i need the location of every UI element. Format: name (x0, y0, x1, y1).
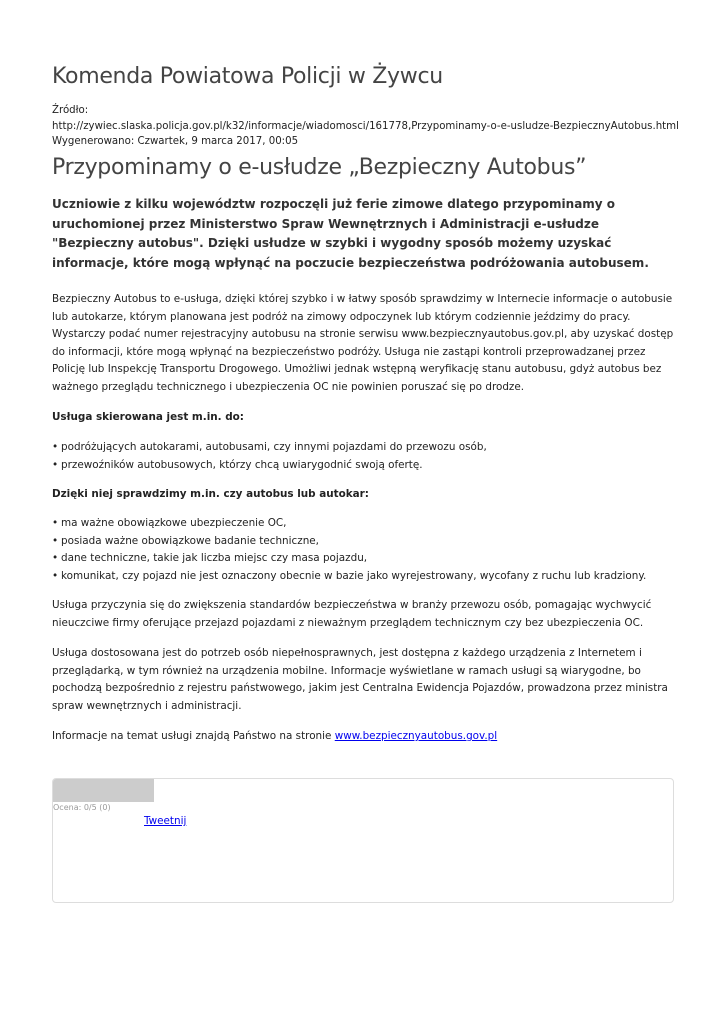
article-paragraph-link (52, 728, 674, 746)
article-paragraph: Bezpieczny Autobus to e-usługa, dzięki której szybko i w łatwy sposób sprawdzimy w Internecie informacje o autobusie lub autokarze, którym planowana jest podróż na zimowy odpoczynek lub którym codziennie jeździmy do pracy. Wystarczy podać numer rejestracyjny autobusu na stronie serwisu www.bezpiecznyautobus.gov.pl, aby uzyskać dostęp do informacji, które mogą wpłynąć na bezpieczeństwo podróży. Usługa nie zastąpi kontroli przeprowadzanej przez Policję lub Inspekcję Transportu Drogowego. Umożliwi jednak wstępną weryfikację stanu autobusu, gdyż autobus bez ważnego przeglądu technicznego i ubezpieczenia OC nie powinien poruszać się po drodze. (52, 293, 674, 393)
site-title: Komenda Powiatowa Policji w Żywcu (52, 64, 443, 89)
list-item: • ma ważne obowiązkowe ubezpieczenie OC, (52, 515, 674, 533)
target-list (52, 439, 674, 474)
rating-panel (52, 778, 674, 903)
rating-label: Ocena: 0/5 (0) (53, 803, 111, 812)
list-item: • dane techniczne, takie jak liczba miejsc czy masa pojazdu, (52, 550, 674, 568)
tweet-link[interactable]: Tweetnij (144, 815, 187, 827)
generated-date: Wygenerowano: Czwartek, 9 marca 2017, 00:05 (52, 136, 299, 147)
bezpiecznyautobus-link[interactable]: www.bezpiecznyautobus.gov.pl (334, 730, 498, 742)
article-lead: Uczniowie z kilku województw rozpoczęli już ferie zimowe dlatego przypominamy o uruchomionej przez Ministerstwo Spraw Wewnętrznych i Administracji e-usłudze "Bezpieczny autobus". Dzięki usłudze w szybki i wygodny sposób możemy uzyskać informacje, które mogą wpłynąć na poczucie bezpieczeństwa podróżowania autobusem. (52, 197, 649, 270)
info-text: Informacje na temat usługi znajdą Państwo na stronie (52, 730, 332, 742)
list-item: • podróżujących autokarami, autobusami, czy innymi pojazdami do przewozu osób, (52, 439, 674, 457)
source-url: http://zywiec.slaska.policja.gov.pl/k32/informacje/wiadomosci/161778,Przypominamy-o-e-usludze-BezpiecznyAutobus.html (52, 120, 679, 132)
rating-stars-bar[interactable] (53, 779, 154, 802)
list-item: • posiada ważne obowiązkowe badanie techniczne, (52, 533, 674, 551)
source-label: Źródło: (52, 105, 89, 116)
target-heading: Usługa skierowana jest m.in. do: (52, 411, 244, 423)
list-item: • komunikat, czy pojazd nie jest oznaczony obecnie w bazie jako wyrejestrowany, wycofany z ruchu lub kradziony. (52, 568, 674, 586)
check-heading: Dzięki niej sprawdzimy m.in. czy autobus lub autokar: (52, 488, 369, 500)
article-paragraph: Usługa dostosowana jest do potrzeb osób niepełnosprawnych, jest dostępna z każdego urządzenia z Internetem i przeglądarką, w tym również na urządzenia mobilne. Informacje wyświetlane w ramach usługi są wiarygodne, bo pochodzą bezpośrednio z rejestru państwowego, jakim jest Centralna Ewidencja Pojazdów, prowadzona przez ministra spraw wewnętrznych i administracji. (52, 647, 668, 712)
article-paragraph: Usługa przyczynia się do zwiększenia standardów bezpieczeństwa w branży przewozu osób, pomagając wychwycić nieuczciwe firmy oferujące przejazd pojazdami z nieważnym przeglądem technicznym czy bez ubezpieczenia OC. (52, 599, 652, 629)
article-title: Przypominamy o e-usłudze „Bezpieczny Autobus” (52, 155, 587, 180)
source-meta (52, 103, 679, 150)
check-list (52, 515, 674, 585)
list-item: • przewoźników autobusowych, którzy chcą uwiarygodnić swoją ofertę. (52, 457, 674, 475)
